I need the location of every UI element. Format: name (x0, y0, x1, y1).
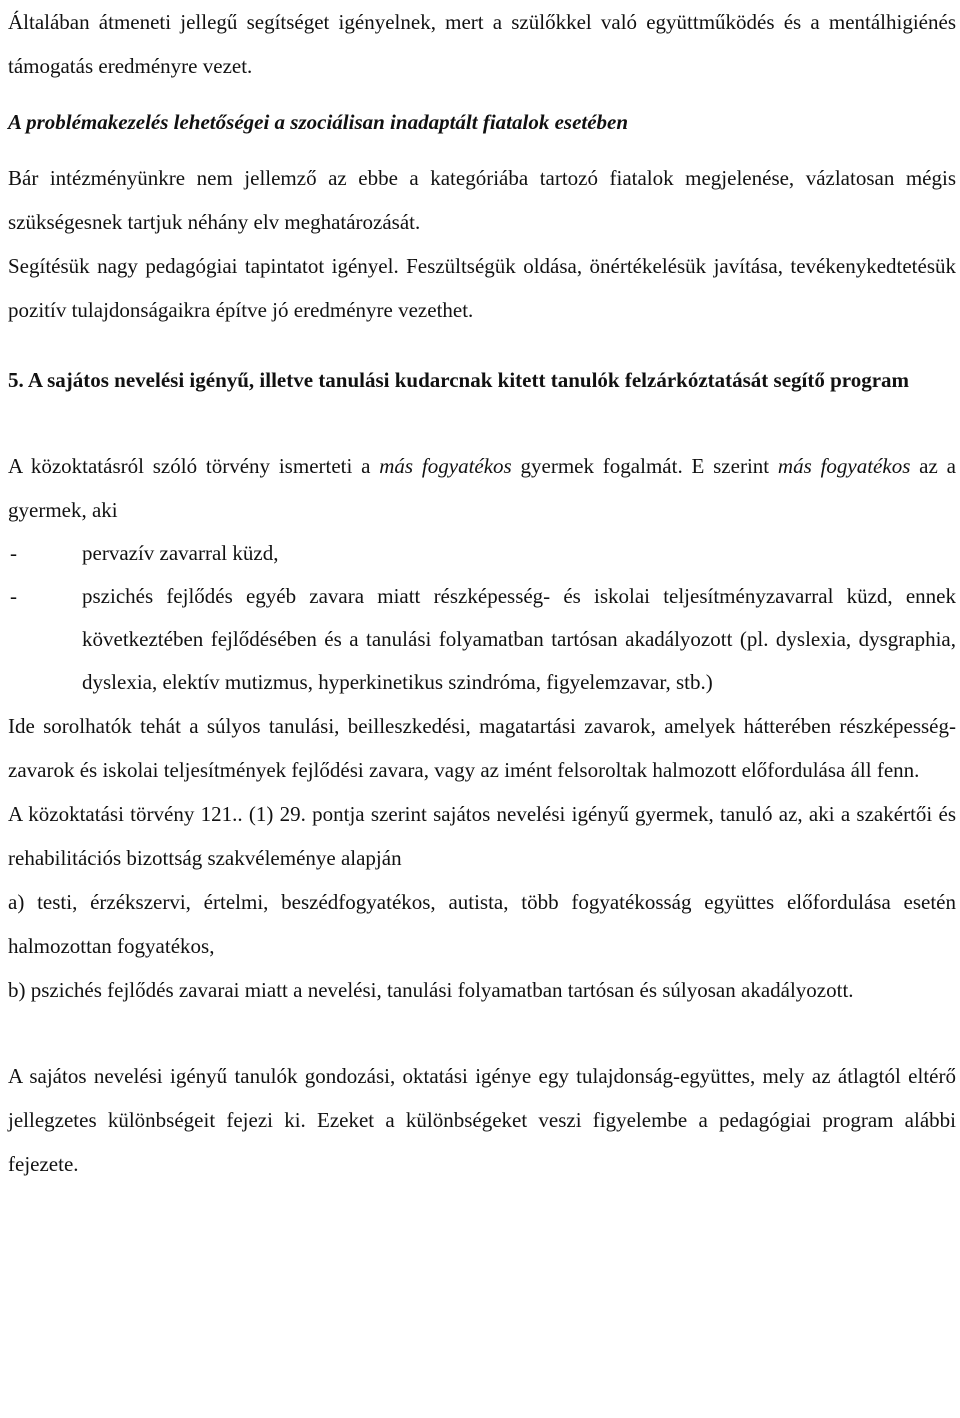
list-dash: - (10, 541, 17, 565)
problem-section-heading: A problémakezelés lehetőségei a szociálisan inadaptált fiatalok esetében (8, 110, 629, 134)
list-item-text: pszichés fejlődés egyéb zavara miatt részképesség- és iskolai teljesítményzavarral küzd, ennek következtében fejlődésében és a tanulási folyamatban tartósan akadályozott (pl. dyslexia, dysgraphia, dyslexia, elektív mutizmus, hyperkinetikus szindróma, figyelemzavar, stb.) (82, 584, 956, 694)
list-dash: - (10, 584, 17, 608)
p1-emphasis-1: más fogyatékos (379, 454, 512, 478)
spacer (8, 402, 956, 444)
spacer (8, 88, 956, 100)
list-item (8, 575, 956, 704)
spacer (8, 144, 956, 156)
section-5-heading: 5. A sajátos nevelési igényű, illetve tanulási kudarcnak kitett tanulók felzárkóztatását segítő program (8, 368, 910, 392)
document-page (8, 0, 956, 1186)
problem-paragraph-1: Bár intézményünkre nem jellemző az ebbe a kategóriába tartozó fiatalok megjelenése, vázlatosan mégis szükségesnek tartjuk néhány elv meghatározását. (8, 166, 956, 234)
intro-paragraph: Általában átmeneti jellegű segítséget igényelnek, mert a szülőkkel való együttműködés és a mentálhigiénés támogatás eredményre vezet. (8, 10, 956, 78)
list-item-text: pervazív zavarral küzd, (82, 541, 279, 565)
p1-text-a: A közoktatásról szóló törvény ismerteti a (8, 454, 380, 478)
section-5-paragraph-final: A sajátos nevelési igényű tanulók gondozási, oktatási igénye egy tulajdonság-együttes, mely az átlagtól eltérő jellegzetes különbségeit fejezi ki. Ezeket a különbségeket veszi figyelembe a pedagógiai program alábbi fejezete. (8, 1064, 956, 1176)
section-5-paragraph-1 (8, 444, 956, 532)
section-5-item-a: a) testi, érzékszervi, értelmi, beszédfogyatékos, autista, több fogyatékosság együttes előfordulása esetén halmozottan fogyatékos, (8, 890, 956, 958)
p1-text-c: az a gyermek, aki (8, 454, 956, 522)
spacer (8, 332, 956, 358)
condition-list (8, 532, 956, 704)
p1-emphasis-2: más fogyatékos (777, 454, 911, 478)
list-item (8, 532, 956, 575)
p1-text-b: gyermek fogalmát. E szerint (511, 454, 778, 478)
section-5-item-b: b) pszichés fejlődés zavarai miatt a nevelési, tanulási folyamatban tartósan és súlyosan akadályozott. (8, 978, 854, 1002)
spacer (8, 1012, 956, 1054)
problem-paragraph-2: Segítésük nagy pedagógiai tapintatot igényel. Feszültségük oldása, önértékelésük javítása, tevékenykedtetésük pozitív tulajdonságaikra építve jó eredményre vezethet. (8, 254, 956, 322)
section-5-paragraph-3: A közoktatási törvény 121.. (1) 29. pontja szerint sajátos nevelési igényű gyermek, tanuló az, aki a szakértői és rehabilitációs bizottság szakvéleménye alapján (8, 802, 956, 870)
section-5-paragraph-2: Ide sorolhatók tehát a súlyos tanulási, beilleszkedési, magatartási zavarok, amelyek hátterében részképesség-zavarok és iskolai teljesítmények fejlődési zavara, vagy az imént felsoroltak halmozott előfordulása áll fenn. (8, 714, 956, 782)
